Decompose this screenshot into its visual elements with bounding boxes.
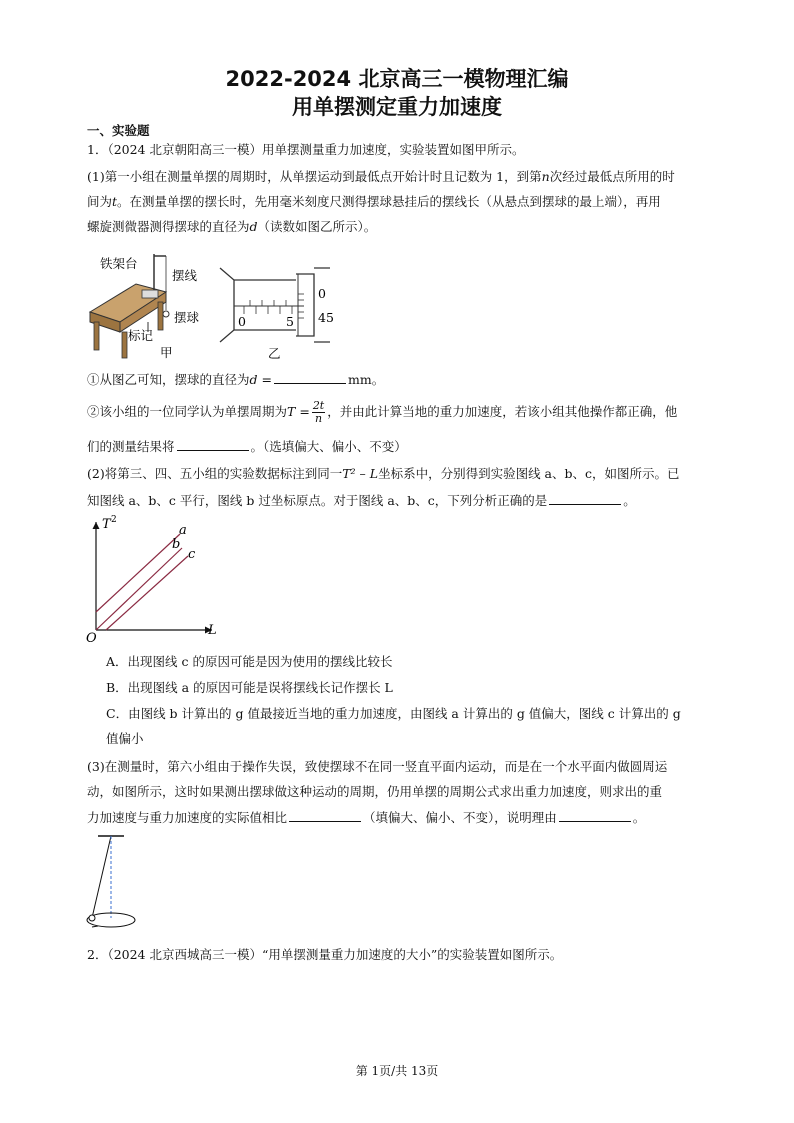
q1-part3-line2: 动，如图所示，这时如果测出摆球做这种运动的周期，仍用单摆的周期公式求出重力加速度，则求出的重 [87,784,663,799]
figure-jia-apparatus [88,250,218,365]
caption-jia: 甲 [160,345,173,360]
graph-xlabel: L [208,623,217,638]
option-b[interactable]: B．出现图线 a 的原因可能是误将摆线长记作摆长 L [106,680,393,695]
label-baiqiu: 摆球 [174,310,200,325]
option-c-line1[interactable]: C．由图线 b 计算出的 g 值最接近当地的重力加速度，由图线 a 计算出的 g 值偏大，图线 c 计算出的 g [106,706,681,721]
page-footer: 第 1页/共 13页 [355,1064,439,1078]
section-heading: 一、实验题 [87,123,150,138]
t2-l-graph [84,516,224,646]
graph-ylabel-sup: 2 [111,515,117,525]
caption-yi: 乙 [268,346,281,361]
graph-label-b: b [172,537,181,552]
q1-part2-line2: 知图线 a、b、c 平行，图线 b 过坐标原点。对于图线 a、b、c，下列分析正确的是 。 [87,493,636,508]
q1-sub1: ①从图乙可知，摆球的直径为d = mm。 [87,372,385,387]
q1-sub2-line2: 们的测量结果将 。（选填偏大、偏小、不变） [87,439,407,454]
micrometer-main-5: 5 [286,314,294,329]
graph-line-a [96,534,180,612]
q1-part3-line1: (3)在测量时，第六小组由于操作失误，致使摆球不在同一竖直平面内运动，而是在一个水平面内做圆周运 [87,759,668,774]
answer-blank-analysis[interactable] [549,492,621,505]
option-c-line2: 值偏小 [106,731,144,746]
figure-yi-micrometer [218,258,348,368]
graph-origin: O [86,631,97,646]
label-tiejiatai: 铁架台 [100,256,138,271]
label-biaoji: 标记 [128,328,154,343]
q1-part1-line3: 螺旋测微器测得摆球的直径为d（读数如图乙所示）。 [87,219,377,234]
q1-part1-line1: (1)第一小组在测量单摆的周期时，从单摆运动到最低点开始计时且记数为 1，到第n次经过最低点所用的时 [87,169,675,184]
q1-part3-line3: 力加速度与重力加速度的实际值相比 （填偏大、偏小、不变），说明理由 。 [87,810,646,825]
graph-label-a: a [179,523,187,538]
graph-label-c: c [188,547,196,562]
q1-part1-line2: 间为t。在测量单摆的摆长时，先用毫米刻度尺测得摆球悬挂后的摆线长（从悬点到摆球的最上端），再用 [87,194,661,209]
micrometer-thimble-0: 0 [318,286,326,301]
q1-part2-line1: (2)将第三、四、五小组的实验数据标注到同一T² – L坐标系中，分别得到实验图线 a、b、c，如图所示。已 [87,466,680,481]
answer-blank-conical[interactable] [289,809,361,822]
answer-blank-reason[interactable] [559,809,631,822]
conical-pendulum-figure [84,834,154,934]
answer-blank-diameter[interactable] [274,371,346,384]
micrometer-main-0: 0 [238,314,246,329]
graph-ylabel: T [102,517,111,532]
micrometer-thimble-45: 45 [318,310,334,325]
answer-blank-period-result[interactable] [177,438,249,451]
doc-title-line2: 用单摆测定重力加速度 [292,95,502,119]
graph-line-c [106,556,188,630]
doc-title-line1: 2022-2024 北京高三一模物理汇编 [225,67,569,91]
q1-sub2-line1: ②该小组的一位同学认为单摆周期为T = $\frac{2t}{n}$ ，并由此计算当地的重力加速度，若该小组其他操作都正确，他 [87,399,678,425]
graph-line-b [96,548,182,630]
fraction-2t-over-n: $\frac{2t}{n}$ [312,399,325,425]
option-a[interactable]: A．出现图线 c 的原因可能是因为使用的摆线比较长 [106,654,393,669]
label-baixian: 摆线 [172,268,198,283]
q2-intro: 2．（2024 北京西城高三一模）“用单摆测量重力加速度的大小”的实验装置如图所示。 [87,947,563,962]
q1-intro: 1．（2024 北京朝阳高三一模）用单摆测量重力加速度，实验装置如图甲所示。 [87,142,525,157]
